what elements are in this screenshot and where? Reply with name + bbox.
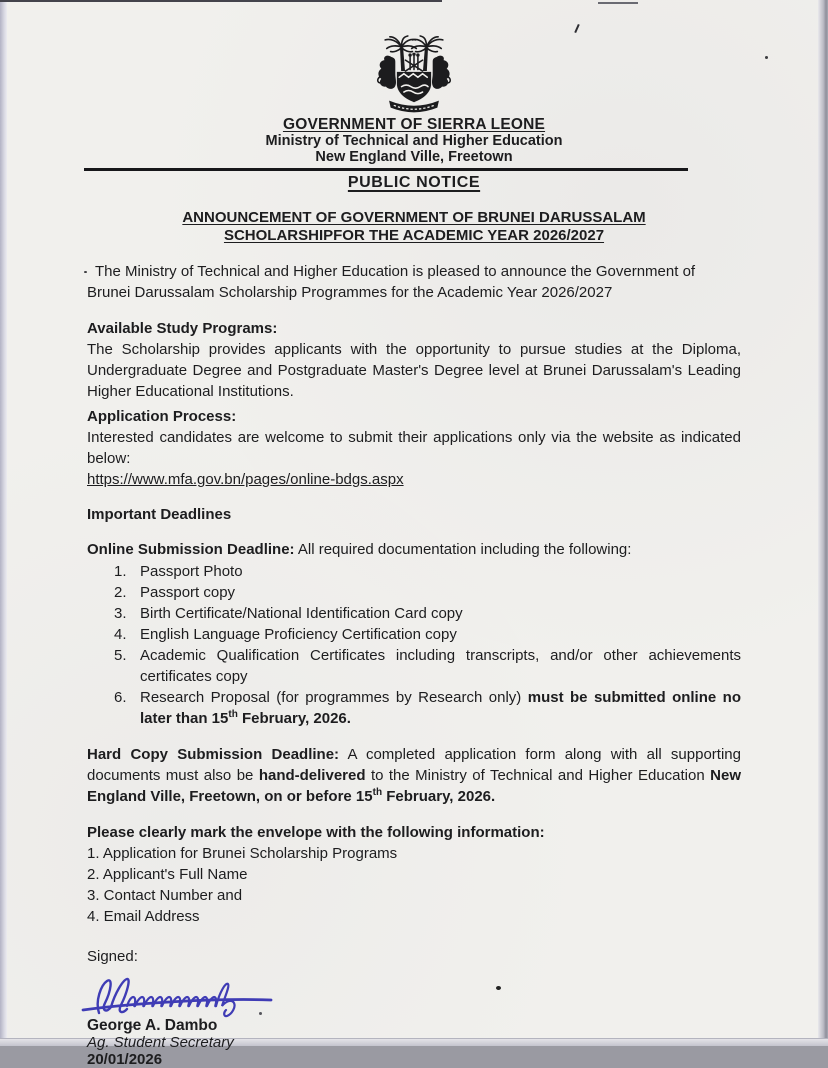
list-item: [114, 645, 741, 687]
list-item: 3. Contact Number and: [87, 887, 243, 904]
study-programs-heading: Available Study Programs:: [87, 320, 278, 337]
announcement-title-line1: ANNOUNCEMENT OF GOVERNMENT OF BRUNEI DARUSSALAM: [182, 209, 646, 226]
list-item: [114, 687, 741, 729]
list-item-text: Passport Photo: [140, 563, 243, 580]
list-item-text: Academic Qualification Certificates including transcripts, and/or other achievements certificates copy: [140, 647, 741, 685]
scan-speck: [765, 56, 768, 59]
envelope-heading: Please clearly mark the envelope with the following information:: [87, 824, 545, 841]
list-item: 4. Email Address: [87, 908, 200, 925]
application-process-heading: Application Process:: [87, 408, 237, 425]
list-item-text: English Language Proficiency Certification copy: [140, 626, 457, 643]
government-title: GOVERNMENT OF SIERRA LEONE: [282, 116, 546, 133]
list-item-number: 2.: [114, 584, 127, 601]
list-item-number: 4.: [114, 626, 127, 643]
scan-edge-left: [0, 0, 7, 1046]
study-programs-body: The Scholarship provides applicants with the opportunity to pursue studies at the Diploma, Undergraduate Degree and Postgraduate Master's Degree level at Brunei Darussalam's Leading Higher Educational Institutions.: [87, 341, 741, 400]
public-notice-label: PUBLIC NOTICE: [347, 174, 481, 191]
online-deadline-list: [87, 561, 741, 729]
list-item: [114, 624, 741, 645]
signatory-role: Ag. Student Secretary: [87, 1034, 234, 1051]
handwritten-signature-icon: [75, 973, 741, 1019]
ministry-address: New England Ville, Freetown: [315, 149, 513, 165]
list-item: [114, 561, 741, 582]
list-item: [114, 582, 741, 603]
list-item: 1. Application for Brunei Scholarship Programs: [87, 845, 398, 862]
list-item-number: 3.: [114, 605, 127, 622]
intro-paragraph: The Ministry of Technical and Higher Education is pleased to announce the Government of Brunei Darussalam Scholarship Programmes for the Academic Year 2026/2027: [87, 263, 696, 301]
sierra-leone-coat-of-arms-icon: [87, 36, 741, 116]
list-item-text: Birth Certificate/National Identification Card copy: [140, 605, 463, 622]
hardcopy-deadline-paragraph: Hard Copy Submission Deadline: A completed application form along with all supporting documents must also be hand-delivered to the Ministry of Technical and Higher Education New England Ville, Freetown, on or before 15th February, 2026.: [87, 746, 741, 805]
list-item-text: Passport copy: [140, 584, 236, 601]
list-item: 2. Applicant's Full Name: [87, 866, 248, 883]
announcement-title: [87, 209, 741, 244]
list-item-text: Research Proposal (for programmes by Research only) must be submitted online no later than 15th February, 2026.: [140, 689, 741, 727]
scan-edge-right: [818, 0, 828, 1046]
application-process-body: Interested candidates are welcome to submit their applications only via the website as indicated below:: [87, 429, 741, 467]
announcement-title-line2: SCHOLARSHIPFOR THE ACADEMIC YEAR 2026/2027: [223, 226, 605, 244]
ministry-name: Ministry of Technical and Higher Education: [265, 133, 563, 149]
signatory-name: George A. Dambo: [87, 1017, 218, 1034]
header-divider-rule: [84, 168, 688, 171]
list-item-number: 6.: [114, 689, 127, 706]
application-url-link[interactable]: https://www.mfa.gov.bn/pages/online-bdgs.aspx: [87, 471, 404, 488]
signature-date: 20/01/2026: [87, 1051, 163, 1068]
online-deadline-lead: Online Submission Deadline: All required documentation including the following:: [87, 541, 632, 558]
list-item-number: 5.: [114, 647, 127, 664]
list-item-number: 1.: [114, 563, 127, 580]
important-deadlines-heading: Important Deadlines: [87, 506, 232, 523]
list-item: [114, 603, 741, 624]
signed-label: Signed:: [87, 948, 138, 965]
envelope-list: [87, 843, 741, 927]
